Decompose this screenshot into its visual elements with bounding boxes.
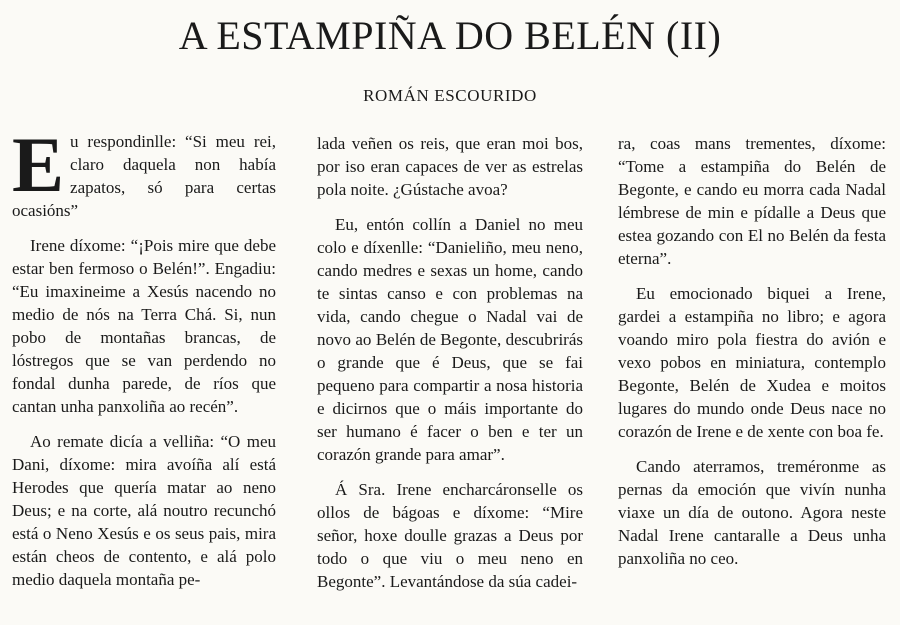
article-title: A ESTAMPIÑA DO BELÉN (II): [178, 13, 722, 58]
text-column-2: [317, 132, 583, 622]
paragraph: Cando aterramos, treméronme as pernas da emoción que vivín nunha viaxe un día de outono. Agora neste Nadal Irene cantaralle a Deus unha panxoliña no ceo.: [618, 457, 886, 568]
paragraph: Á Sra. Irene encharcáronselle os ollos de bágoas e díxome: “Mire señor, hoxe doulle grazas a Deus por todo o que viu o meu neno en Begonte”. Levantándose da súa cadei-: [317, 480, 583, 591]
paragraph: lada veñen os reis, que eran moi bos, por iso eran capaces de ver as estrelas pola noite. ¿Gústache avoa?: [317, 134, 583, 199]
text-column-1: [12, 130, 276, 620]
drop-cap: E: [12, 130, 65, 208]
author-byline: ROMÁN ESCOURIDO: [363, 86, 537, 105]
paragraph-text: u respondinlle: “Si meu rei, claro daquela non había zapatos, só para certas ocasións”: [12, 132, 276, 220]
paragraph: [12, 130, 276, 222]
text-column-3: [618, 132, 886, 622]
paragraph: Irene díxome: “¡Pois mire que debe estar ben fermoso o Belén!”. Engadiu: “Eu imaxineime a Xesús nacendo no medio de nós na Terra Chá. Si, nun pobo de montañas brancas, de lóstregos que se van perdendo no fondal dunha parede, de ríos que cantan unha panxoliña ao recén”.: [12, 236, 276, 416]
paragraph: ra, coas mans trementes, díxome: “Tome a estampiña do Belén de Begonte, e cando eu morra cada Nadal lémbrese de min e pídalle a Deus que estea gozando con El no Belén da festa eterna”.: [618, 134, 886, 268]
paragraph: Eu emocionado biquei a Irene, gardei a estampiña no libro; e agora voando miro pola fiestra do avión e vexo pobos en miniatura, contemplo Begonte, Belén de Xudea e moitos lugares do mundo onde Deus nace no corazón de Irene e de xente con boa fe.: [618, 284, 886, 441]
paragraph: Ao remate dicía a velliña: “O meu Dani, díxome: mira avoíña alí está Herodes que quería matar ao neno Deus; e na corte, alá noutro recunchó está o Neno Xesús e os seus pais, mira están cheos de contento, e alá polo medio daquela montaña pe-: [12, 432, 276, 589]
paragraph: Eu, entón collín a Daniel no meu colo e díxenlle: “Danieliño, meu neno, cando medres e sexas un home, cando te sintas canso e con problemas na vida, cando chegue o Nadal vai de novo ao Belén de Begonte, descubrirás o grande que é Deus, que se fai pequeno para compartir a nosa historia e dicirnos que o máis importante do ser humano é facer o ben e ter un corazón grande para amar”.: [317, 215, 583, 464]
